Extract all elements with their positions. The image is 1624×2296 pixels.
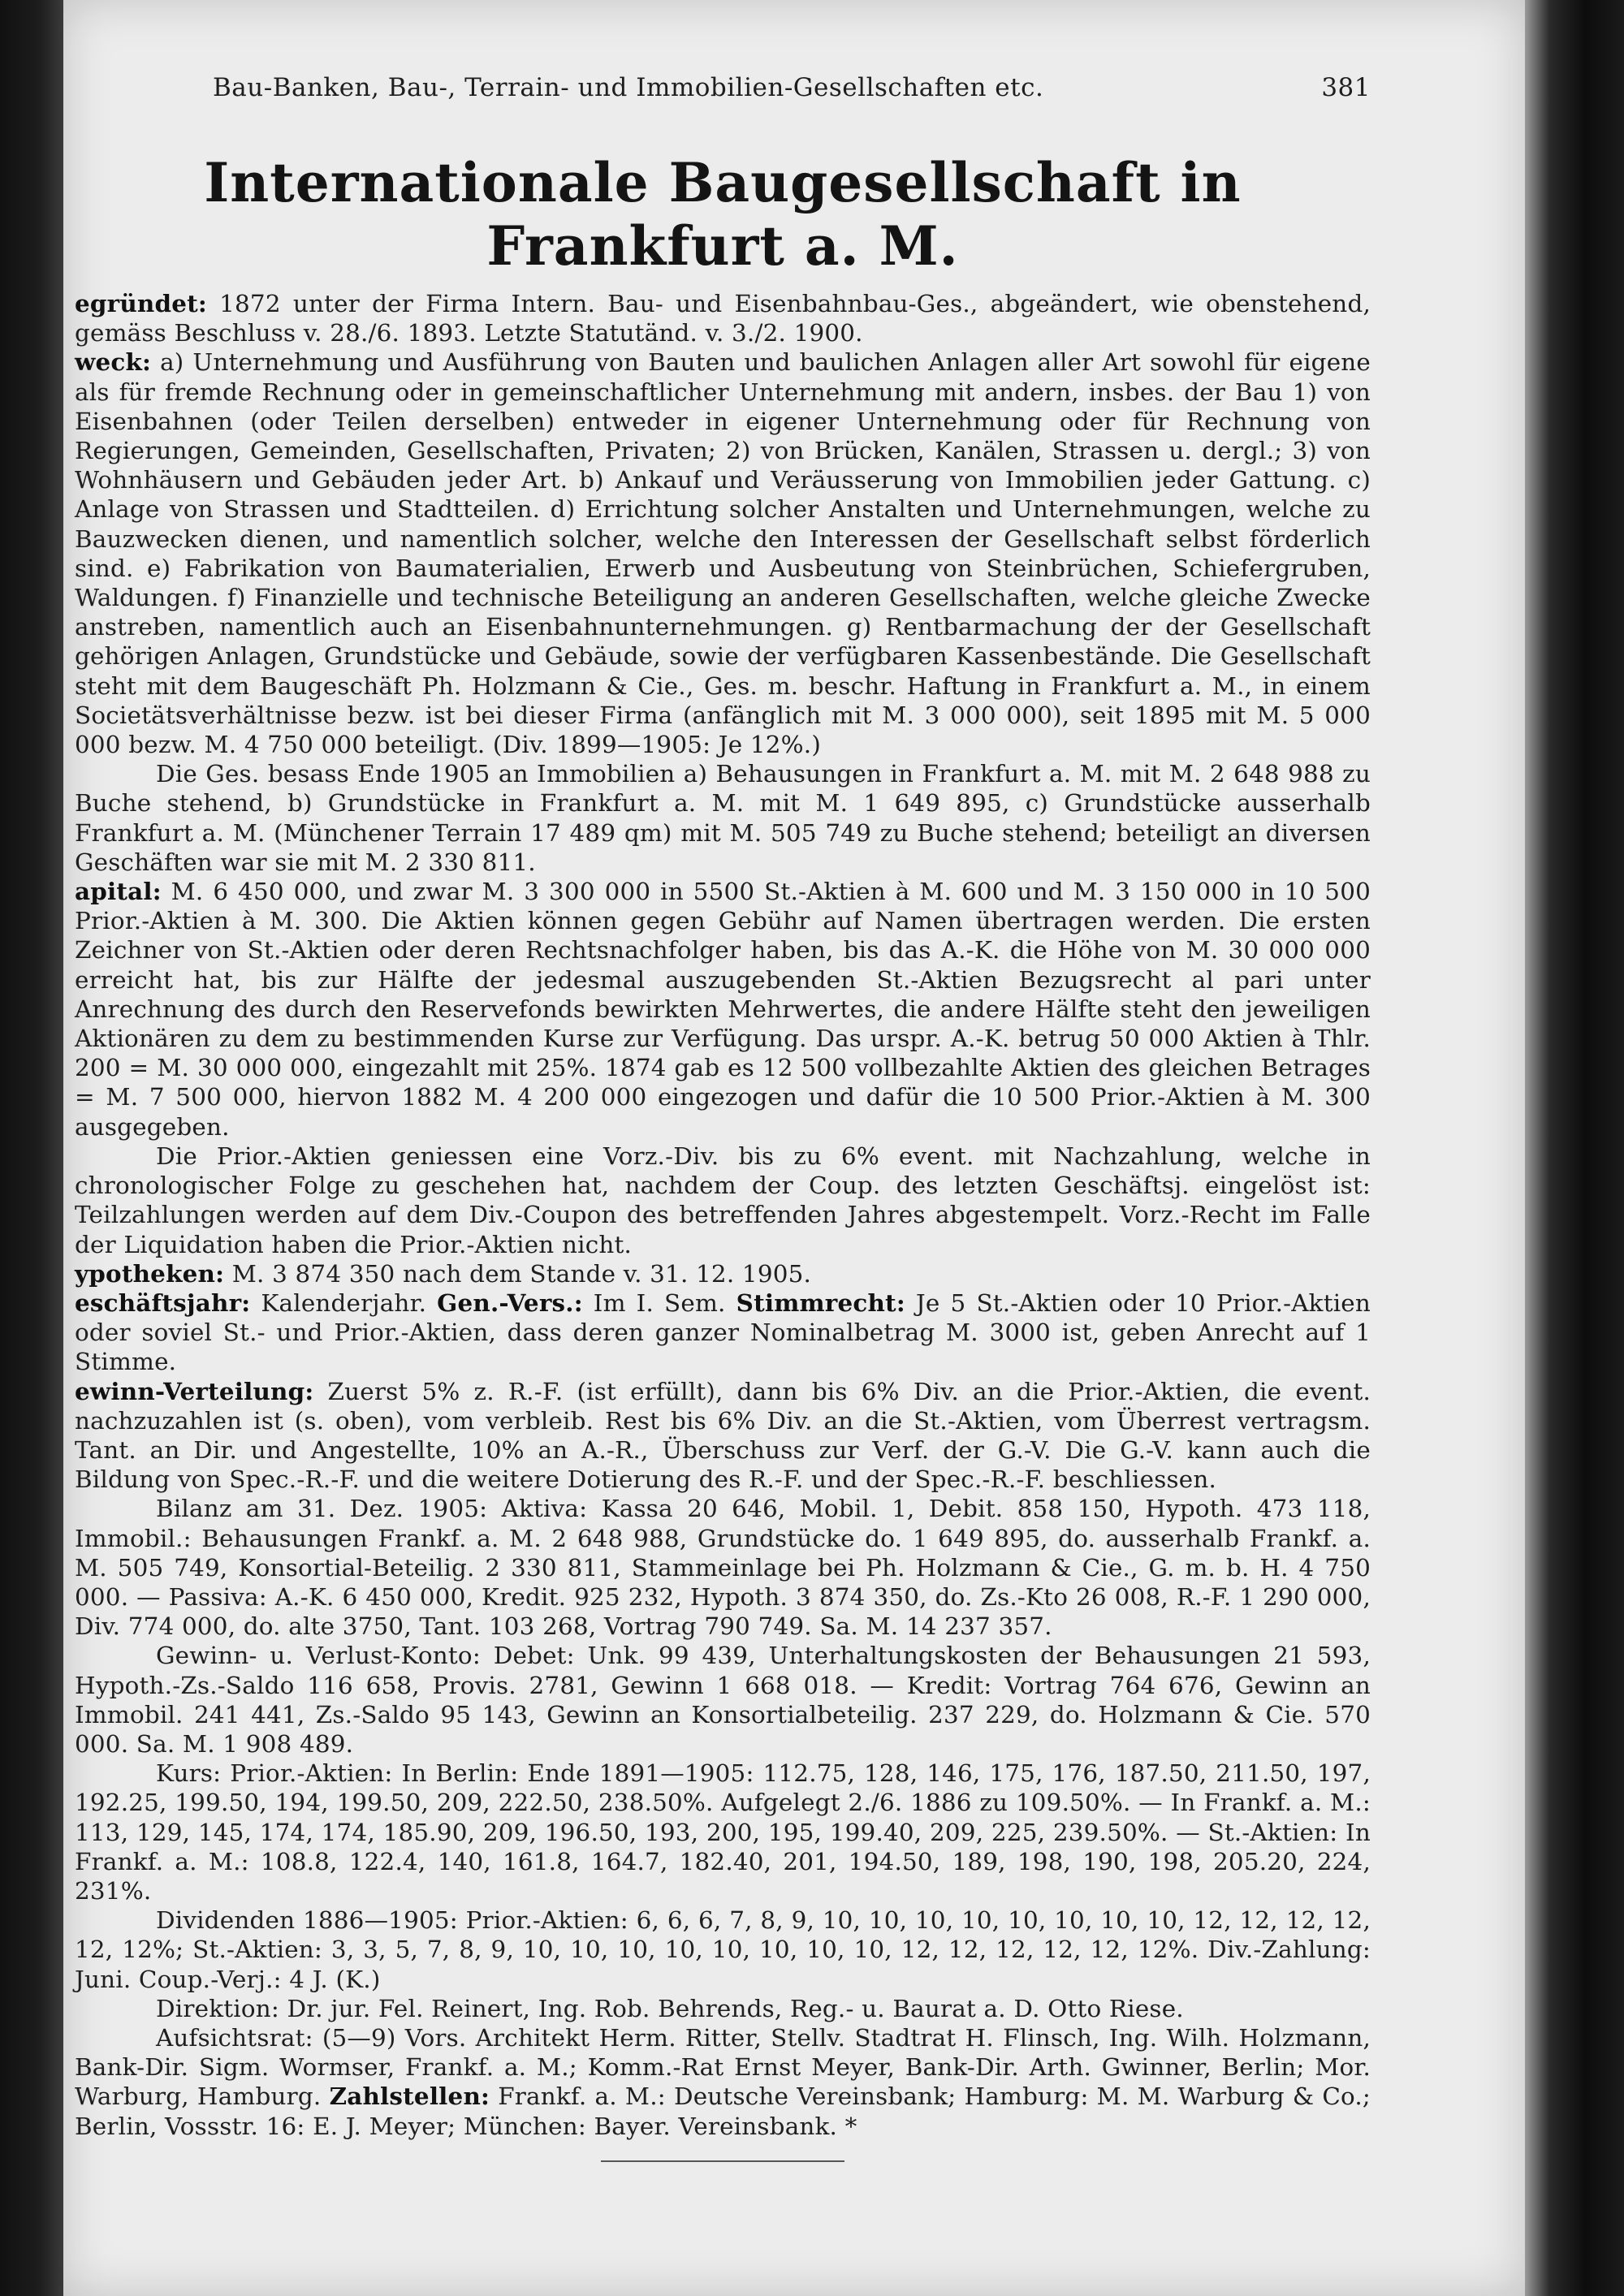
text-zahlstellen: Frankf. a. M.: Deutsche Vereinsbank; Hamburg: M. M. Warburg & Co.; Berlin, Vossstr. 16: E. J. Meyer; München: Bayer. Vereinsbank. *	[75, 2082, 1371, 2140]
text-geschaeftsjahr: Kalenderjahr.	[261, 1288, 427, 1317]
label-hypotheken: ypotheken:	[75, 1258, 225, 1288]
label-kapital: apital:	[75, 877, 162, 906]
company-title: Internationale Baugesellschaft in Frankfurt a. M.	[204, 151, 1242, 278]
entry-geschaeftsjahr	[75, 1288, 1371, 1377]
entry-bilanz	[75, 1494, 1371, 1641]
label-kurs: Kurs:	[156, 1759, 222, 1788]
page-content	[75, 73, 1371, 2162]
running-head	[75, 73, 1371, 112]
entry-gegruendet	[75, 289, 1371, 347]
label-geschaeftsjahr: eschäftsjahr:	[75, 1288, 251, 1317]
entry-body	[75, 289, 1371, 2162]
running-head-title: Bau-Banken, Bau-, Terrain- und Immobilien-Gesellschaften etc.	[213, 73, 1044, 102]
text-kapital-continuation: Die Prior.-Aktien geniessen eine Vorz.-Div. bis zu 6% event. mit Nachzahlung, welche in chronologischer Folge zu geschehen hat, nachdem der Coup. des letzten Geschäftsj. eingelöst ist: Teilzahlungen werden auf dem Div.-Coupon des betreffenden Jahres abgestempelt. Vorz.-Recht im Falle der Liquidation haben die Prior.-Aktien nicht.	[75, 1142, 1371, 1258]
text-gegruendet: 1872 unter der Firma Intern. Bau- und Eisenbahnbau-Ges., abgeändert, wie obenstehend, gemäss Beschluss v. 28./6. 1893. Letzte Statutänd. v. 3./2. 1900.	[75, 290, 1371, 347]
text-aufsichtsrat: (5—9) Vors. Architekt Herm. Ritter, Stellv. Stadtrat H. Flinsch, Ing. Wilh. Holzmann, Bank-Dir. Sigm. Wormser, Frankf. a. M.; Komm.-Rat Ernst Meyer, Bank-Dir. Arth. Gwinner, Berlin; Mor. Warburg, Hamburg.	[75, 2023, 1371, 2111]
page-number: 381	[1321, 73, 1371, 102]
entry-gewinn-verlust	[75, 1641, 1371, 1759]
label-bilanz: Bilanz am 31. Dez. 1905:	[156, 1495, 488, 1523]
entry-kapital	[75, 877, 1371, 1142]
text-gewinn-verteilung: Zuerst 5% z. R.-F. (ist erfüllt), dann bis 6% Div. an die Prior.-Aktien, die event. nachzuzahlen ist (s. oben), vom verbleib. Rest bis 6% Div. an die St.-Aktien, vom Überrest vertragsm. Tant. an Dir. und Angestellte, 10% an A.-R., Überschuss zur Verf. der G.-V. Die G.-V. kann auch die Bildung von Spec.-R.-F. und die weitere Dotierung des R.-F. und der Spec.-R.-F. beschliessen.	[75, 1377, 1371, 1494]
entry-gewinn-verteilung	[75, 1377, 1371, 1495]
entry-kurs	[75, 1759, 1371, 1905]
text-hypotheken: M. 3 874 350 nach dem Stande v. 31. 12. 1905.	[231, 1259, 812, 1288]
entry-direktion	[75, 1994, 1371, 2023]
text-stimmrecht: Je 5 St.-Aktien oder 10 Prior.-Aktien oder soviel St.- und Prior.-Aktien, dass deren ganzer Nominalbetrag M. 3000 ist, geben Anrecht auf 1 Stimme.	[75, 1288, 1371, 1376]
entry-zweck	[75, 347, 1371, 759]
label-aufsichtsrat: Aufsichtsrat:	[156, 2023, 313, 2052]
entry-aufsichtsrat	[75, 2023, 1371, 2141]
right-page-edge	[1525, 0, 1624, 2296]
text-bilanz: Aktiva: Kassa 20 646, Mobil. 1, Debit. 858 150, Hypoth. 473 118, Immobil.: Behausungen Frankf. a. M. 2 648 988, Grundstücke do. 1 649 895, do. ausserhalb Frankf. a. M. 505 749, Konsortial-Beteilig. 2 330 811, Stammeinlage bei Ph. Holzmann & Cie., G. m. b. H. 4 750 000. — Passiva: A.-K. 6 450 000, Kredit. 925 232, Hypoth. 3 874 350, do. Zs.-Kto 26 008, R.-F. 1 290 000, Div. 774 000, do. alte 3750, Tant. 103 268, Vortrag 790 749. Sa. M. 14 237 357.	[75, 1495, 1371, 1641]
text-direktion: Dr. jur. Fel. Reinert, Ing. Rob. Behrends, Reg.- u. Baurat a. D. Otto Riese.	[287, 1994, 1184, 2022]
text-gewinn-verlust: Debet: Unk. 99 439, Unterhaltungskosten der Behausungen 21 593, Hypoth.-Zs.-Saldo 116 658, Provis. 2781, Gewinn 1 668 018. — Kredit: Vortrag 764 676, Gewinn an Immobil. 241 441, Zs.-Saldo 95 143, Gewinn an Konsortialbeteilig. 237 229, do. Holzmann & Cie. 570 000. Sa. M. 1 908 489.	[75, 1642, 1371, 1758]
label-gegruendet: egründet:	[75, 289, 207, 317]
text-kapital: M. 6 450 000, und zwar M. 3 300 000 in 5500 St.-Aktien à M. 600 und M. 3 150 000 in 10 500 Prior.-Aktien à M. 300. Die Aktien können gegen Gebühr auf Namen übertragen werden. Die ersten Zeichner von St.-Aktien oder deren Rechtsnachfolger haben, bis das A.-K. die Höhe von M. 30 000 000 erreicht hat, bis zur Hälfte der jedesmal auszugebenden St.-Aktien Bezugsrecht al pari unter Anrechnung des durch den Reservefonds bewirkten Mehrwertes, die andere Hälfte steht den jeweiligen Aktionären zu dem zu bestimmenden Kurse zur Verfügung. Das urspr. A.-K. betrug 50 000 Aktien à Thlr. 200 = M. 30 000 000, eingezahlt mit 25%. 1874 gab es 12 500 vollbezahlte Aktien des gleichen Betrages = M. 7 500 000, hiervon 1882 M. 4 200 000 eingezogen und dafür die 10 500 Prior.-Aktien à M. 300 ausgegeben.	[75, 878, 1371, 1141]
left-page-edge	[0, 0, 63, 2296]
text-zweck: a) Unternehmung und Ausführung von Bauten und baulichen Anlagen aller Art sowohl für eigene als für fremde Rechnung oder in gemeinschaftlicher Unternehmung mit andern, insbes. der Bau 1) von Eisenbahnen (oder Teilen derselben) entweder in eigener Unternehmung oder für Rechnung von Regierungen, Gemeinden, Gesellschaften, Privaten; 2) von Brücken, Kanälen, Strassen u. dergl.; 3) von Wohnhäusern und Gebäuden jeder Art. b) Ankauf und Veräusserung von Immobilien jeder Gattung. c) Anlage von Strassen und Stadtteilen. d) Errichtung solcher Anstalten und Unternehmungen, welche zu Bauzwecken dienen, und namentlich solcher, welche den Interessen der Gesellschaft selbst förderlich sind. e) Fabrikation von Baumaterialien, Erwerb und Ausbeutung von Steinbrüchen, Schiefergruben, Waldungen. f) Finanzielle und technische Beteiligung an anderen Gesellschaften, welche gleiche Zwecke anstreben, namentlich auch an Eisenbahnunternehmungen. g) Rentbarmachung der der Gesellschaft gehörigen Anlagen, Grundstücke und Gebäude, sowie der verfügbaren Kassenbestände. Die Gesellschaft steht mit dem Baugeschäft Ph. Holzmann & Cie., Ges. m. beschr. Haftung in Frankfurt a. M., in einem Societätsverhältnisse bezw. ist bei dieser Firma (anfänglich mit M. 3 000 000), seit 1895 mit M. 5 000 000 bezw. M. 4 750 000 beteiligt. (Div. 1899—1905: Je 12%.)	[75, 348, 1371, 759]
text-zweck-continuation: Die Ges. besass Ende 1905 an Immobilien a) Behausungen in Frankfurt a. M. mit M. 2 648 988 zu Buche stehend, b) Grundstücke in Frankfurt a. M. mit M. 1 649 895, c) Grundstücke ausserhalb Frankfurt a. M. (Münchener Terrain 17 489 qm) mit M. 505 749 zu Buche stehend; beteiligt an diversen Geschäften war sie mit M. 2 330 811.	[75, 760, 1371, 876]
end-rule	[601, 2160, 844, 2162]
label-gen-vers: Gen.-Vers.:	[437, 1288, 583, 1317]
label-stimmrecht: Stimmrecht:	[736, 1288, 905, 1317]
text-gen-vers: Im I. Sem.	[593, 1288, 726, 1317]
label-gewinn-verlust: Gewinn- u. Verlust-Konto:	[156, 1642, 481, 1670]
label-direktion: Direktion:	[156, 1994, 279, 2022]
entry-hypotheken	[75, 1259, 1371, 1288]
label-zweck: weck:	[75, 347, 152, 377]
text-kurs: Prior.-Aktien: In Berlin: Ende 1891—1905: 112.75, 128, 146, 175, 176, 187.50, 211.50, 197, 192.25, 199.50, 194, 199.50, 209, 222.50, 238.50%. Aufgelegt 2./6. 1886 zu 109.50%. — In Frankf. a. M.: 113, 129, 145, 174, 174, 185.90, 209, 196.50, 193, 200, 195, 199.40, 209, 225, 239.50%. — St.-Aktien: In Frankf. a. M.: 108.8, 122.4, 140, 161.8, 164.7, 182.40, 201, 194.50, 189, 198, 190, 198, 205.20, 224, 231%.	[75, 1759, 1371, 1905]
text-dividenden: Prior.-Aktien: 6, 6, 6, 7, 8, 9, 10, 10, 10, 10, 10, 10, 10, 10, 12, 12, 12, 12, 12, 12%; St.-Aktien: 3, 3, 5, 7, 8, 9, 10, 10, 10, 10, 10, 10, 10, 10, 12, 12, 12, 12, 12, 12%. Div.-Zahlung: Juni. Coup.-Verj.: 4 J. (K.)	[75, 1906, 1371, 1993]
label-dividenden: Dividenden 1886—1905:	[156, 1906, 458, 1935]
entry-dividenden	[75, 1905, 1371, 1994]
label-gewinn-verteilung: ewinn-Verteilung:	[75, 1376, 314, 1405]
label-zahlstellen: Zahlstellen:	[329, 2082, 490, 2111]
